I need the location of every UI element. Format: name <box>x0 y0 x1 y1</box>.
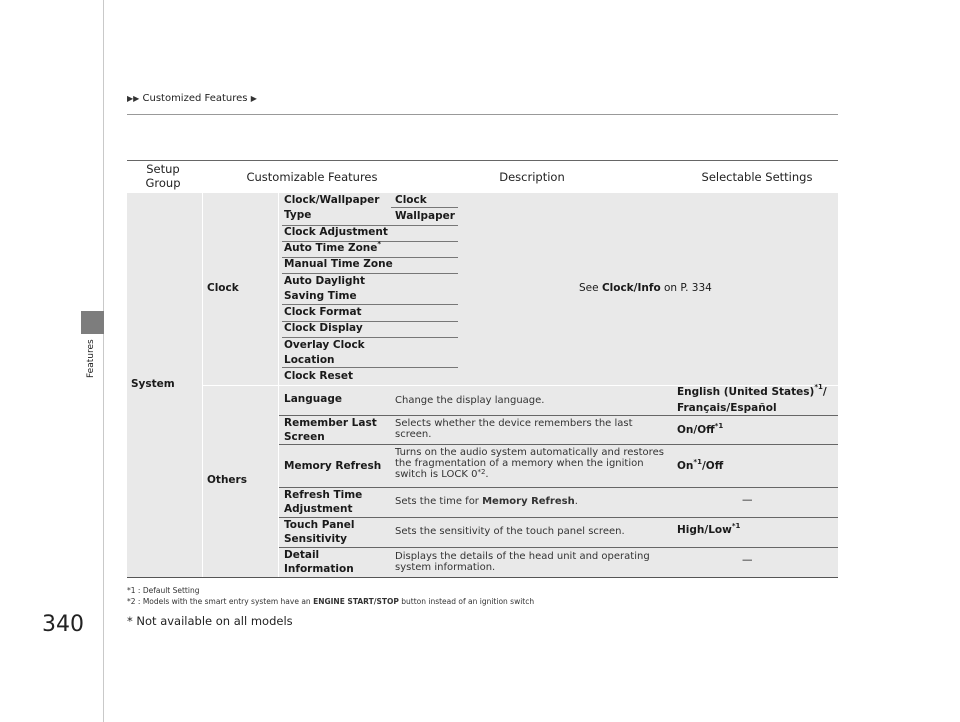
see-link[interactable]: Clock/Info <box>601 282 661 294</box>
page-number: 340 <box>42 612 84 637</box>
rule <box>279 487 838 488</box>
setting-remember-last-screen: On/Off$^{*1}$ <box>677 422 724 436</box>
option-clock: Clock <box>395 194 427 206</box>
feature-clock-adjustment: Clock Adjustment <box>284 226 388 238</box>
feature-language: Language <box>284 393 342 405</box>
feature-manual-time-zone: Manual Time Zone <box>284 258 393 270</box>
option-wallpaper: Wallpaper <box>395 210 455 222</box>
feature-remember-last-screen: Remember Last Screen <box>284 417 377 443</box>
col-setup-group: Setup Group <box>145 162 181 190</box>
rule <box>279 444 838 445</box>
rule <box>391 207 458 208</box>
breadcrumb-arrow-icon: ▶ <box>250 94 257 103</box>
feature-clock-format: Clock Format <box>284 306 362 318</box>
subgroup-clock: Clock <box>207 282 239 294</box>
breadcrumb[interactable] <box>127 93 257 104</box>
feature-memory-refresh: Memory Refresh <box>284 460 382 472</box>
rule <box>282 367 458 368</box>
see-reference[interactable]: See Clock/Info on P. 334 <box>579 282 712 294</box>
rule <box>279 547 838 548</box>
feature-clock-display: Clock Display <box>284 322 363 334</box>
rule <box>279 517 838 518</box>
header-rule <box>127 114 838 115</box>
sidebar-divider <box>103 0 104 722</box>
section-tab-marker <box>81 311 104 334</box>
sidebar-label: Features <box>86 339 96 378</box>
desc-language: Change the display language. <box>395 395 545 406</box>
setting-detail-information: — <box>742 554 753 566</box>
asterisk-mark: * <box>377 240 382 248</box>
feature-overlay-clock-location: Overlay Clock Location <box>284 339 365 366</box>
setting-memory-refresh: On$^{*1}$/Off <box>677 458 724 472</box>
feature-detail-information: Detail Information <box>284 549 354 575</box>
feature-auto-daylight-saving: Auto Daylight Saving Time <box>284 275 366 302</box>
footnote-2: *2 : Models with the smart entry system have an ENGINE START/STOP button instead of an ignition switch <box>127 597 535 606</box>
setting-refresh-time-adjustment: — <box>742 494 753 506</box>
col-customizable-features: Customizable Features <box>246 170 378 184</box>
desc-refresh-time-adjustment: Sets the time for Memory Refresh. <box>395 496 578 507</box>
table-body <box>127 193 838 578</box>
table-header <box>127 160 838 194</box>
feature-auto-time-zone: Auto Time Zone* <box>284 240 382 254</box>
feature-refresh-time-adjustment: Refresh Time Adjustment <box>284 489 363 515</box>
setting-language: English (United States)$^{*1}$/ Français/Español <box>677 383 827 414</box>
desc-remember-last-screen: Selects whether the device remembers the last screen. <box>395 418 633 440</box>
breadcrumb-arrow-icon: ▶▶ <box>127 94 140 103</box>
availability-note: * Not available on all models <box>127 614 293 628</box>
desc-touch-panel-sensitivity: Sets the sensitivity of the touch panel screen. <box>395 526 625 537</box>
setting-touch-panel-sensitivity: High/Low$^{*1}$ <box>677 522 741 536</box>
breadcrumb-label: Customized Features <box>142 93 248 104</box>
desc-detail-information: Displays the details of the head unit and operating system information. <box>395 551 650 573</box>
col-selectable-settings: Selectable Settings <box>701 170 813 184</box>
feature-touch-panel-sensitivity: Touch Panel Sensitivity <box>284 519 355 545</box>
footnote-1: *1 : Default Setting <box>127 586 200 595</box>
col-description: Description <box>499 170 565 184</box>
group-system: System <box>131 378 175 390</box>
subgroup-others: Others <box>207 474 247 486</box>
feature-clock-reset: Clock Reset <box>284 370 353 382</box>
feature-clock-wallpaper-type: Clock/Wallpaper Type <box>284 194 380 221</box>
desc-memory-refresh: Turns on the audio system automatically and restores the fragmentation of a memory when the ignition switch is LOCK 0$^{*2}$. <box>395 447 664 480</box>
